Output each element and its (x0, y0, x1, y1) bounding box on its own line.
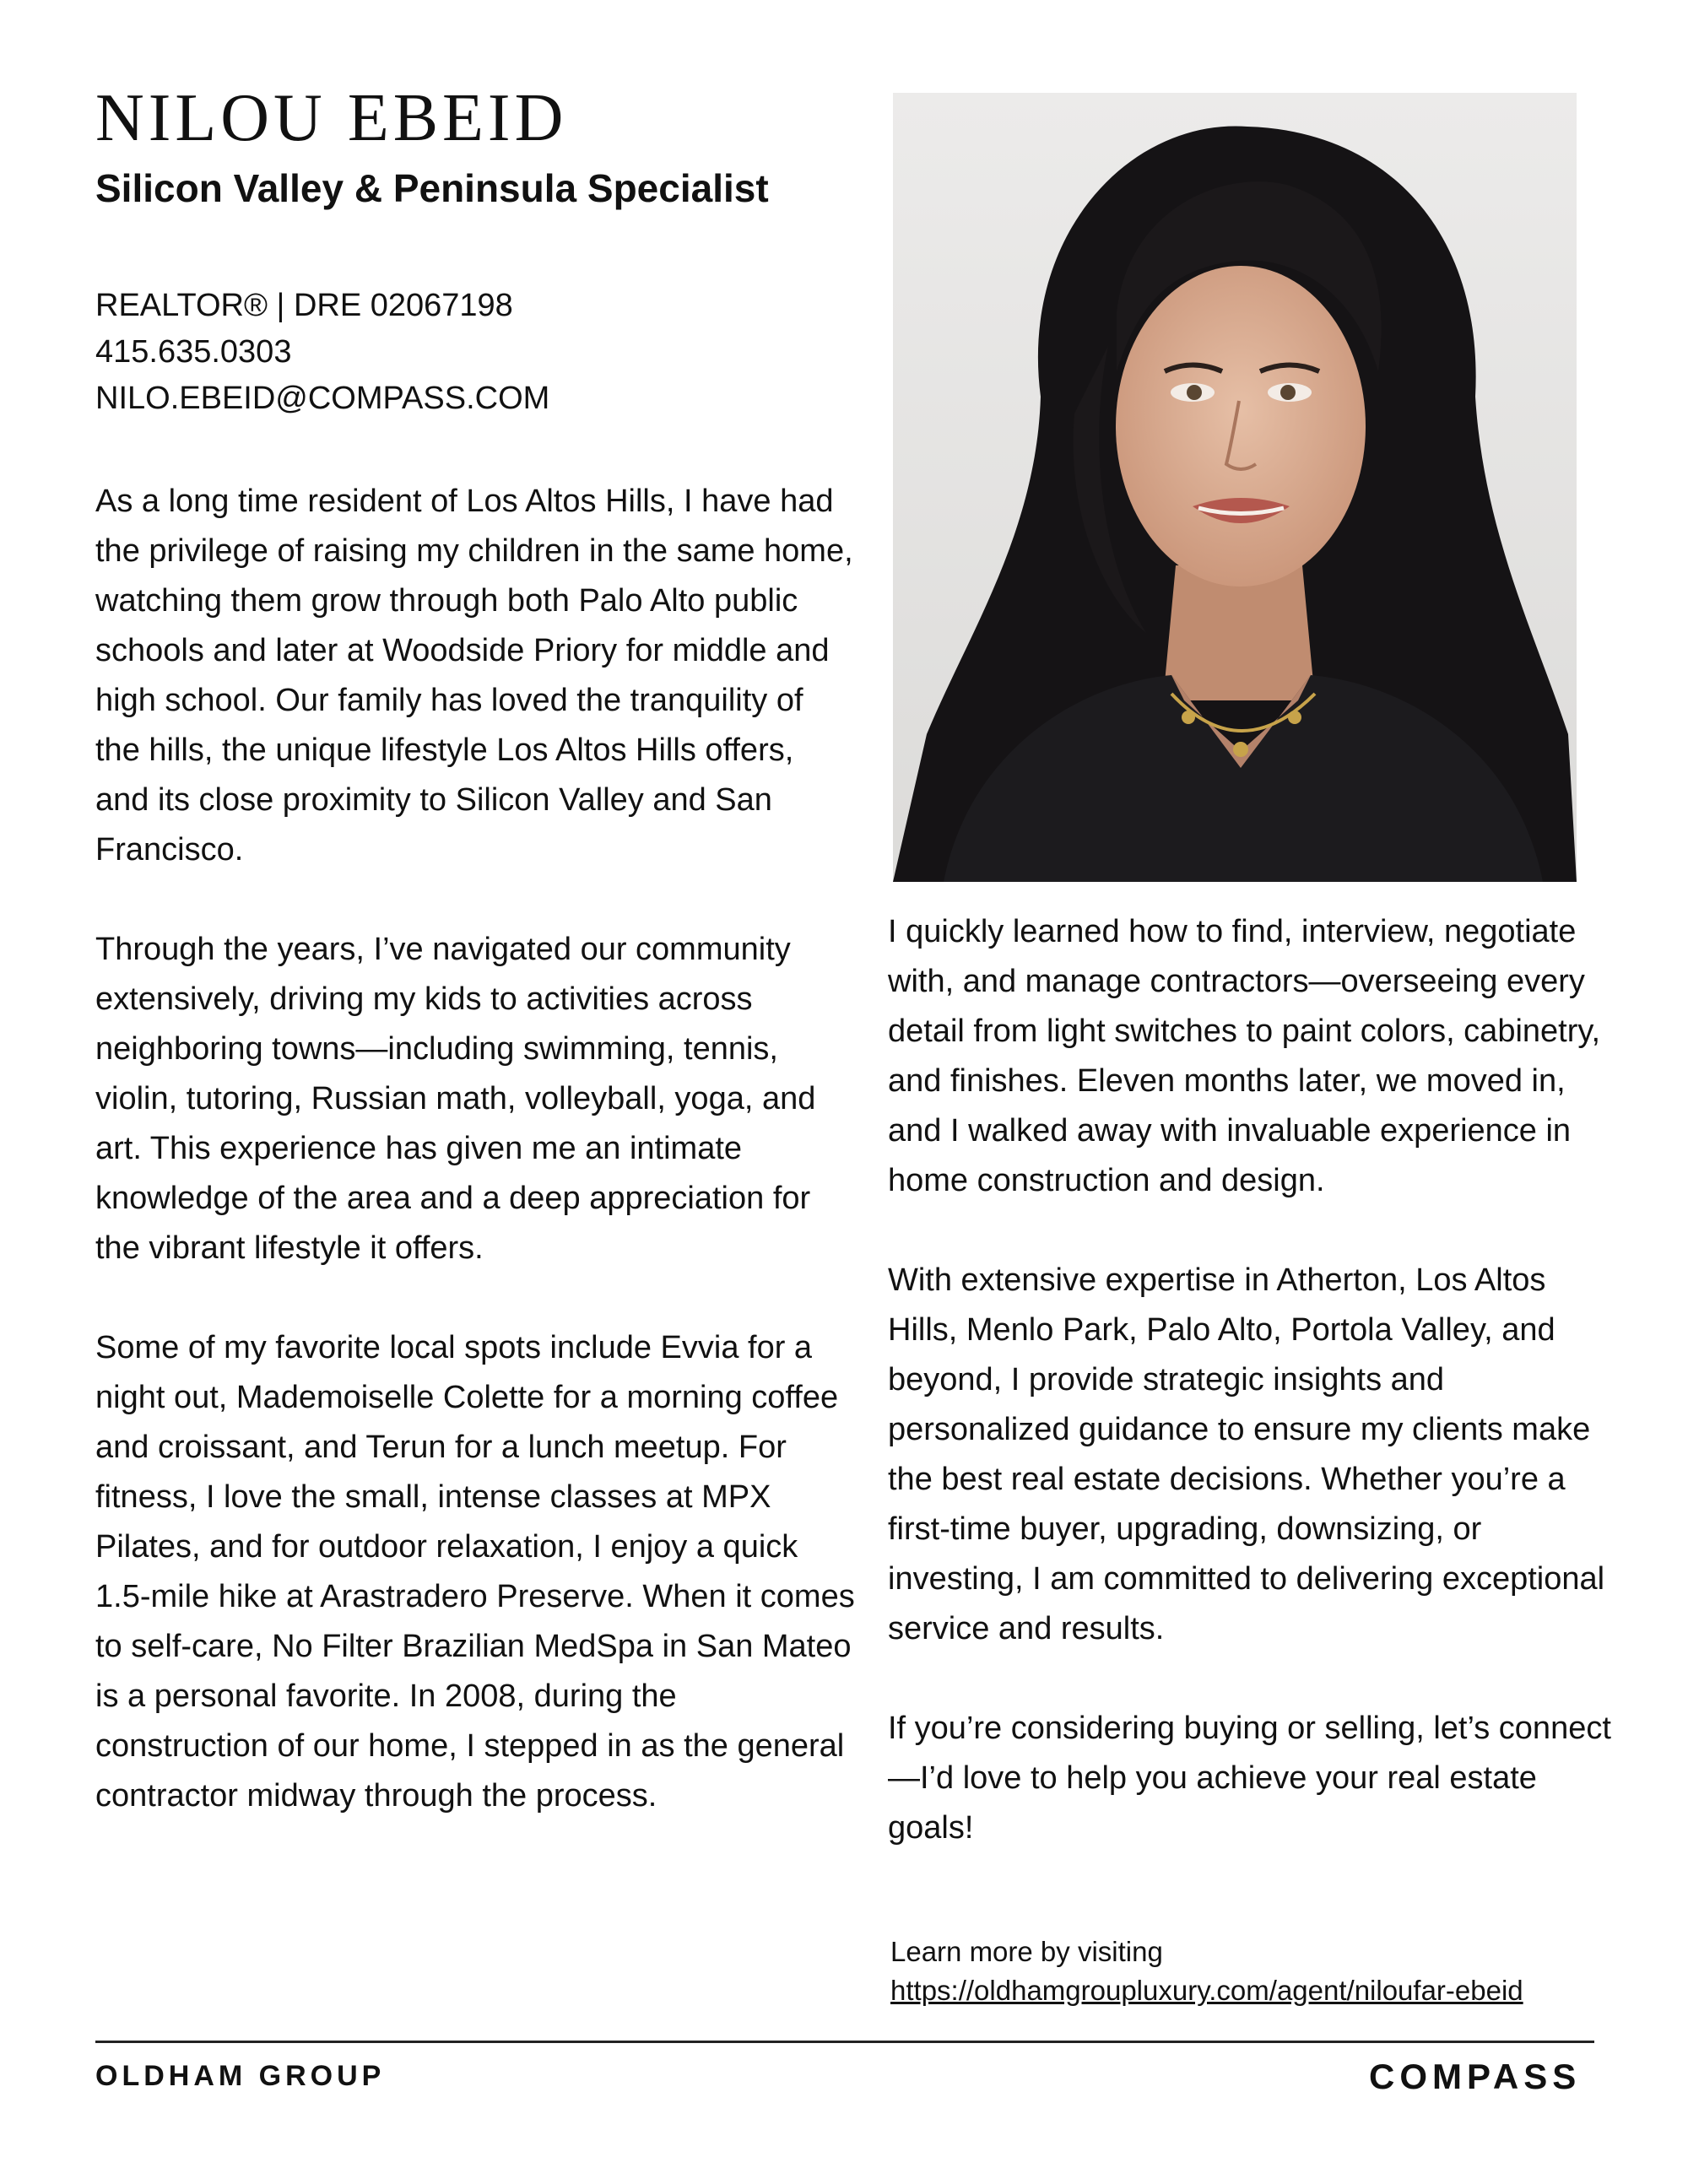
license-line: REALTOR® | DRE 02067198 (95, 288, 513, 323)
bio-column-right (888, 907, 1614, 1903)
bio-paragraph: With extensive expertise in Atherton, Los Altos Hills, Menlo Park, Palo Alto, Portola Valley, and beyond, I provide strategic insights and personalized guidance to ensure my clients make the best real estate decisions. Whether you’re a first-time buyer, upgrading, downsizing, or investing, I am committed to delivering exceptional service and results. (888, 1262, 1605, 1646)
agent-specialty: Silicon Valley & Peninsula Specialist (95, 166, 769, 210)
email-address: NILO.EBEID@COMPASS.COM (95, 381, 550, 416)
bio-column-left (95, 477, 855, 1871)
bio-paragraph: Through the years, I’ve navigated our community extensively, driving my kids to activities across neighboring towns—including swimming, tennis, violin, tutoring, Russian math, volleyball, yoga, and art. This experience has given me an intimate knowledge of the area and a deep appreciation for the vibrant lifestyle it offers. (95, 932, 816, 1266)
learn-more-block (890, 1933, 1523, 2010)
agent-name: NILOU EBEID (95, 81, 568, 155)
agent-portrait-photo (893, 93, 1577, 882)
footer-divider (95, 2041, 1594, 2043)
compass-logo: COMPASS (1369, 2057, 1582, 2096)
learn-more-label: Learn more by visiting (890, 1936, 1163, 1967)
bio-paragraph: I quickly learned how to find, interview, negotiate with, and manage contractors—overseeing every detail from light switches to paint colors, cabinetry, and finishes. Eleven months later, we moved in, and I walked away with invaluable experience in home construction and design. (888, 914, 1601, 1198)
bio-paragraph: If you’re considering buying or selling, let’s connect—I’d love to help you achieve your real estate goals! (888, 1711, 1611, 1846)
phone-number: 415.635.0303 (95, 334, 292, 370)
agent-profile-link[interactable]: https://oldhamgroupluxury.com/agent/niloufar-ebeid (890, 1975, 1523, 2006)
bio-paragraph: Some of my favorite local spots include Evvia for a night out, Mademoiselle Colette for a morning coffee and croissant, and Terun for a lunch meetup. For fitness, I love the small, intense classes at MPX Pilates, and for outdoor relaxation, I enjoy a quick 1.5-mile hike at Arastradero Preserve. When it comes to self-care, No Filter Brazilian MedSpa in San Mateo is a personal favorite. In 2008, during the construction of our home, I stepped in as the general contractor midway through the process. (95, 1330, 855, 1814)
contact-block (95, 283, 549, 422)
bio-paragraph: As a long time resident of Los Altos Hills, I have had the privilege of raising my children in the same home, watching them grow through both Palo Alto public schools and later at Woodside Priory for middle and high school. Our family has loved the tranquility of the hills, the unique lifestyle Los Altos Hills offers, and its close proximity to Silicon Valley and San Francisco. (95, 484, 853, 868)
oldham-group-logo: OLDHAM GROUP (95, 2060, 386, 2092)
